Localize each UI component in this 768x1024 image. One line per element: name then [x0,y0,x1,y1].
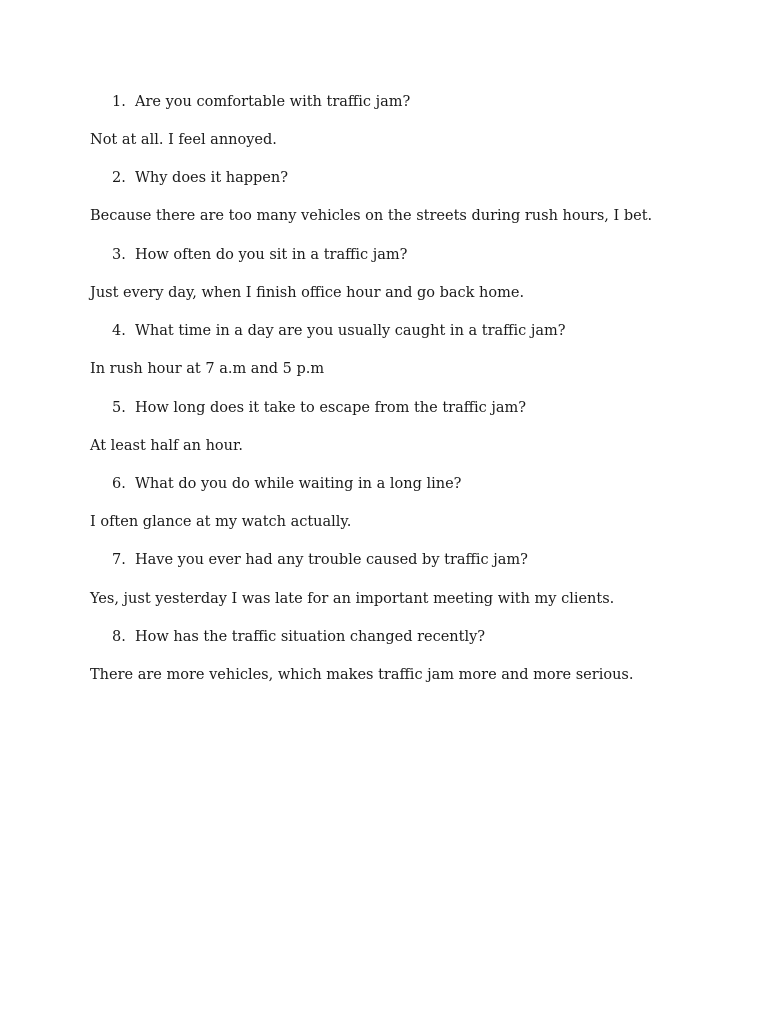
question-number: 7. [112,552,126,568]
answer-text: There are more vehicles, which makes traffic jam more and more serious. [90,667,634,683]
answer-text: Yes, just yesterday I was late for an important meeting with my clients. [90,591,615,607]
question-text: Are you comfortable with traffic jam? [135,94,411,110]
answer-text: I often glance at my watch actually. [90,514,352,530]
question-number: 6. [112,476,126,492]
question-number: 4. [112,323,126,339]
question-number: 3. [112,247,126,263]
question-item [112,92,410,112]
question-item [112,321,566,341]
answer-text: Not at all. I feel annoyed. [90,132,277,148]
question-number: 8. [112,629,126,645]
question-text: How has the traffic situation changed recently? [135,629,486,645]
answer-text: Just every day, when I finish office hour and go back home. [90,285,525,301]
question-item [112,245,407,265]
question-item [112,168,288,188]
question-item [112,627,485,647]
question-item [112,550,528,570]
answer-text: Because there are too many vehicles on the streets during rush hours, I bet. [90,208,653,224]
question-number: 5. [112,400,126,416]
question-item [112,474,461,494]
question-text: What do you do while waiting in a long line? [135,476,462,492]
question-text: Why does it happen? [135,170,289,186]
question-item [112,398,526,418]
question-text: How often do you sit in a traffic jam? [135,247,408,263]
question-text: What time in a day are you usually caught in a traffic jam? [135,323,566,339]
question-number: 1. [112,94,126,110]
answer-text: In rush hour at 7 a.m and 5 p.m [90,361,325,377]
question-text: Have you ever had any trouble caused by traffic jam? [135,552,528,568]
answer-text: At least half an hour. [90,438,243,454]
question-text: How long does it take to escape from the traffic jam? [135,400,527,416]
question-number: 2. [112,170,126,186]
